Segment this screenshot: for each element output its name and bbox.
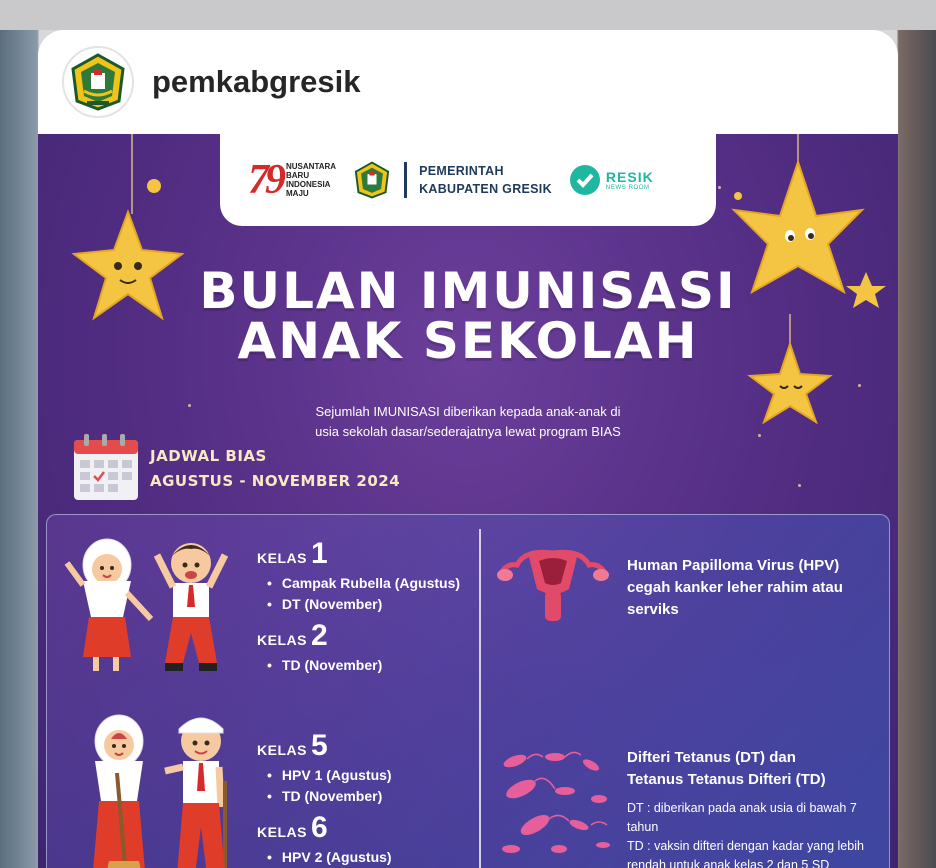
class-1-item: • Campak Rubella (Agustus) (267, 573, 460, 594)
poster-title-line2: ANAK SEKOLAH (237, 312, 699, 370)
partner-logos-bar (220, 134, 716, 226)
schedule-label: JADWAL BIAS (150, 447, 267, 465)
profile-avatar[interactable] (62, 46, 134, 118)
schedule-panel (46, 514, 890, 868)
school-kids-illustration-bottom (73, 711, 243, 868)
class-5-block: KELAS 5 • HPV 1 (Agustus) • TD (November) (257, 729, 392, 807)
class-5-item: • HPV 1 (Agustus) (267, 765, 392, 786)
schedule-period: AGUSTUS - NOVEMBER 2024 (150, 472, 401, 490)
background-blur-top (0, 0, 936, 30)
post-header (38, 30, 898, 134)
dt-title: Difteri Tetanus (DT) dan Tetanus Tetanus Difteri (TD) (627, 749, 826, 788)
uterus-icon (495, 543, 611, 633)
class-1-item: • DT (November) (267, 594, 460, 615)
post-username[interactable]: pemkabgresik (152, 64, 361, 99)
class-2-item: • TD (November) (267, 655, 382, 676)
school-kids-illustration-top (61, 533, 241, 683)
poster-title-line1: BULAN IMUNISASI (199, 262, 737, 320)
resik-logo-icon (568, 163, 602, 197)
logo-divider (404, 162, 407, 198)
resik-newsroom-logo: RESIK NEWS ROOM (568, 163, 654, 197)
class-1-block: KELAS 1 • Campak Rubella (Agustus) • DT (November) (257, 537, 460, 615)
dt-description: DT : diberikan pada anak usia di bawah 7 tahun TD : vaksin difteri dengan kadar yang lebih rendah untuk anak kelas 2 dan 5 SD (627, 801, 864, 868)
class-6-block: KELAS 6 • HPV 2 (Agustus) (257, 811, 392, 868)
class-2-block: KELAS 2 • TD (November) (257, 619, 382, 676)
instagram-post-card (38, 30, 898, 868)
schedule-info (150, 444, 400, 494)
panel-divider (479, 529, 481, 868)
poster-subtitle: Sejumlah IMUNISASI diberikan kepada anak-anak di usia sekolah dasar/sederajatnya lewat program BIAS (315, 404, 621, 439)
gresik-crest-icon (67, 51, 129, 113)
hpv-title: Human Papilloma Virus (HPV) cegah kanker leher rahim atau serviks (627, 557, 843, 618)
bias-poster (38, 134, 898, 868)
calendar-icon (72, 432, 140, 502)
bacteria-icon (495, 741, 615, 861)
gresik-crest-icon (352, 160, 392, 200)
class-5-item: • TD (November) (267, 786, 392, 807)
hut-ri-79-logo: 79 NUSANTARA BARU INDONESIA MAJU (248, 157, 337, 203)
government-name: PEMERINTAH KABUPATEN GRESIK (419, 164, 552, 196)
class-6-item: • HPV 2 (Agustus) (267, 847, 392, 868)
